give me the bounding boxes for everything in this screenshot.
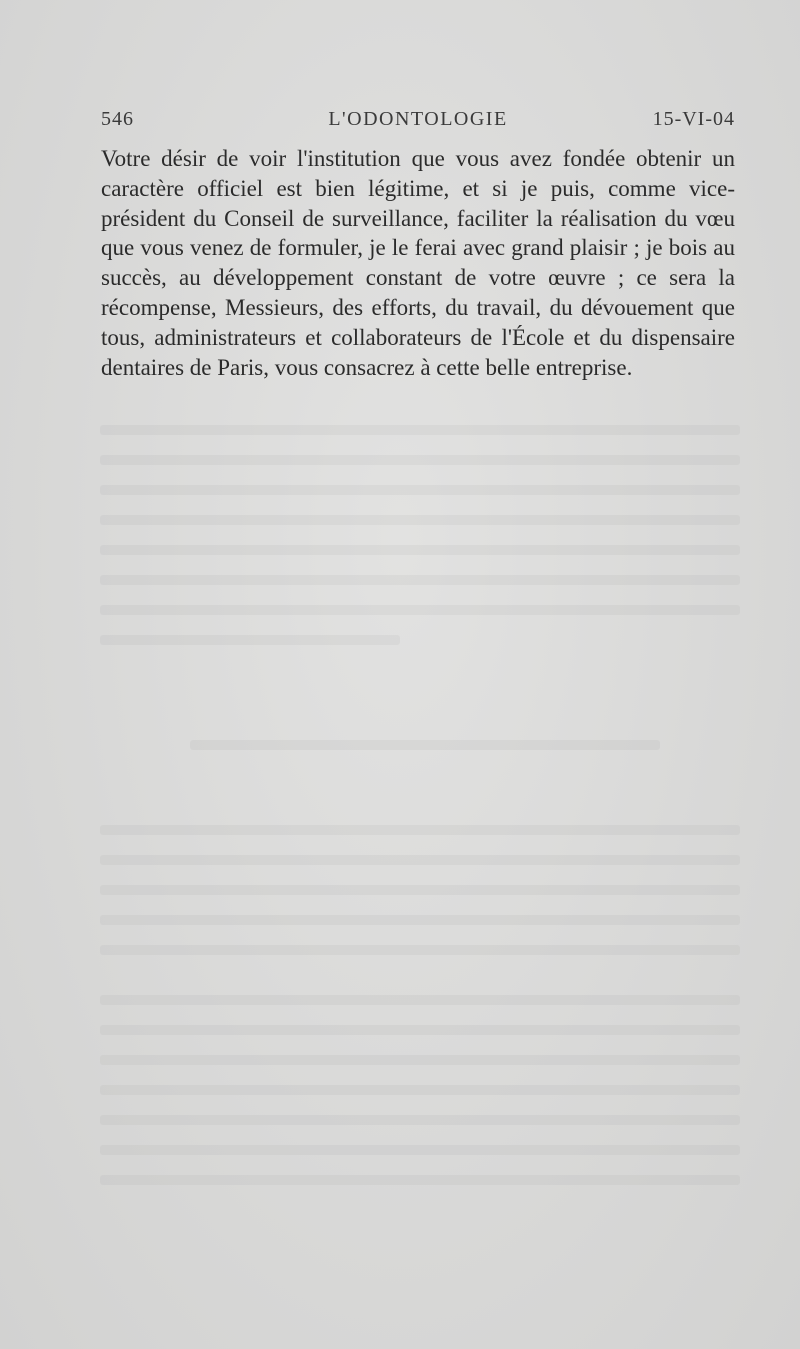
bleed-through-texture [100, 855, 740, 865]
bleed-through-texture [100, 575, 740, 585]
bleed-through-texture [100, 605, 740, 615]
running-header [101, 108, 735, 136]
bleed-through-texture [100, 915, 740, 925]
bleed-through-texture [100, 455, 740, 465]
bleed-through-texture [100, 425, 740, 435]
issue-date: 15-VI-04 [652, 108, 735, 130]
bleed-through-texture [100, 945, 740, 955]
bleed-through-texture [100, 1085, 740, 1095]
body-paragraph: Votre désir de voir l'institution que vous avez fondée obtenir un caractère officiel est bien légitime, et si je puis, comme vice-président du Conseil de surveillance, faciliter la réalisation du vœu que vous venez de formuler, je le ferai avec grand plaisir ; je bois au succès, au développement constant de votre œuvre ; ce sera la récompense, Messieurs, des efforts, du travail, du dévouement que tous, administrateurs et collaborateurs de l'École et du dispensaire dentaires de Paris, vous consacrez à cette belle entreprise. [101, 146, 735, 380]
bleed-through-texture [100, 545, 740, 555]
bleed-through-texture [190, 740, 660, 750]
bleed-through-texture [100, 885, 740, 895]
bleed-through-texture [100, 485, 740, 495]
page-number: 546 [101, 108, 134, 130]
bleed-through-texture [100, 1175, 740, 1185]
bleed-through-texture [100, 635, 400, 645]
bleed-through-texture [100, 1055, 740, 1065]
running-title: L'ODONTOLOGIE [328, 108, 508, 130]
bleed-through-texture [100, 825, 740, 835]
bleed-through-texture [100, 1145, 740, 1155]
bleed-through-texture [100, 995, 740, 1005]
bleed-through-texture [100, 515, 740, 525]
bleed-through-texture [100, 1025, 740, 1035]
bleed-through-texture [100, 1115, 740, 1125]
